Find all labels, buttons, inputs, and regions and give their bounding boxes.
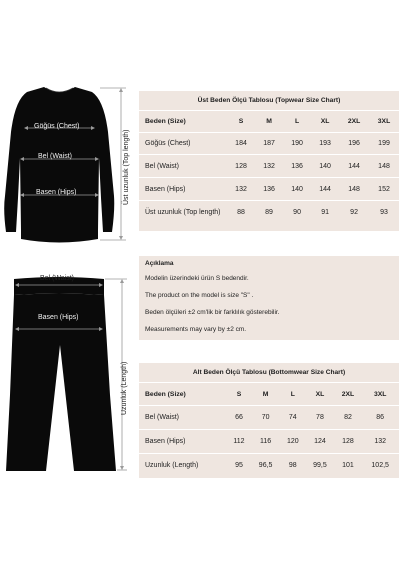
header-cell: L xyxy=(280,383,305,406)
table-row xyxy=(139,454,399,478)
table-cell: 96,5 xyxy=(251,454,280,478)
top-waist-label: Bel (Waist) xyxy=(38,153,72,160)
row-label: Üst uzunluk (Top length) xyxy=(139,201,227,224)
header-cell: M xyxy=(251,383,280,406)
table-row xyxy=(139,201,399,224)
note-line: The product on the model is size "S" . xyxy=(145,292,254,299)
table-cell: 124 xyxy=(305,430,334,454)
table-cell: 136 xyxy=(283,155,311,178)
table-cell: 86 xyxy=(361,406,399,430)
table-cell: 66 xyxy=(227,406,251,430)
table-cell: 116 xyxy=(251,430,280,454)
table-cell: 70 xyxy=(251,406,280,430)
notes-box xyxy=(139,256,399,340)
table-row xyxy=(139,406,399,430)
header-cell: 2XL xyxy=(339,111,369,133)
table-cell: 89 xyxy=(255,201,283,224)
table-row xyxy=(139,430,399,454)
table-cell: 148 xyxy=(339,178,369,201)
table-cell: 136 xyxy=(255,178,283,201)
row-label: Göğüs (Chest) xyxy=(139,133,227,155)
table-cell: 82 xyxy=(335,406,362,430)
table-header-row xyxy=(139,383,399,406)
table-cell: 91 xyxy=(311,201,339,224)
note-line: Modelin üzerindeki ürün S bedendir. xyxy=(145,275,249,282)
top-hips-label: Basen (Hips) xyxy=(36,189,77,196)
bottom-waist-label: Bel (Waist) xyxy=(40,275,74,282)
bottom-length-label: Uzunluk (Length) xyxy=(121,361,128,415)
table-cell: 140 xyxy=(311,155,339,178)
table-cell: 148 xyxy=(369,155,399,178)
table-cell: 152 xyxy=(369,178,399,201)
note-line: Measurements may vary by ±2 cm. xyxy=(145,326,247,333)
table-cell: 128 xyxy=(227,155,255,178)
table-row xyxy=(139,155,399,178)
table-row xyxy=(139,133,399,155)
bottomwear-size-chart xyxy=(139,363,399,478)
table-cell: 93 xyxy=(369,201,399,224)
tunic-silhouette xyxy=(4,87,114,243)
table-cell: 88 xyxy=(227,201,255,224)
header-cell: XL xyxy=(311,111,339,133)
table-cell: 190 xyxy=(283,133,311,155)
table-cell: 140 xyxy=(283,178,311,201)
table-cell: 187 xyxy=(255,133,283,155)
row-label: Basen (Hips) xyxy=(139,178,227,201)
table-cell: 144 xyxy=(339,155,369,178)
table-cell: 92 xyxy=(339,201,369,224)
table-cell: 74 xyxy=(280,406,305,430)
row-label: Uzunluk (Length) xyxy=(139,454,227,478)
header-cell: 3XL xyxy=(361,383,399,406)
header-cell: Beden (Size) xyxy=(139,111,227,133)
header-cell: S xyxy=(227,111,255,133)
table-cell: 132 xyxy=(255,155,283,178)
row-label: Bel (Waist) xyxy=(139,155,227,178)
header-cell: M xyxy=(255,111,283,133)
header-cell: 3XL xyxy=(369,111,399,133)
table-cell: 144 xyxy=(311,178,339,201)
table-cell: 90 xyxy=(283,201,311,224)
header-cell: Beden (Size) xyxy=(139,383,227,406)
note-line: Beden ölçüleri ±2 cm'lik bir farklılık gösterebilir. xyxy=(145,309,280,316)
bottomwear-chart-title: Alt Beden Ölçü Tablosu (Bottomwear Size Chart) xyxy=(192,369,346,376)
bottom-hips-label: Basen (Hips) xyxy=(38,314,79,321)
table-cell: 102,5 xyxy=(361,454,399,478)
table-cell: 101 xyxy=(335,454,362,478)
bottomwear-table xyxy=(139,382,399,477)
table-cell: 196 xyxy=(339,133,369,155)
table-cell: 132 xyxy=(361,430,399,454)
table-cell: 184 xyxy=(227,133,255,155)
header-cell: XL xyxy=(305,383,334,406)
table-cell: 193 xyxy=(311,133,339,155)
row-label: Bel (Waist) xyxy=(139,406,227,430)
topwear-table xyxy=(139,110,399,223)
topwear-size-chart xyxy=(139,91,399,231)
table-row xyxy=(139,178,399,201)
table-cell: 199 xyxy=(369,133,399,155)
table-cell: 120 xyxy=(280,430,305,454)
header-cell: S xyxy=(227,383,251,406)
row-label: Basen (Hips) xyxy=(139,430,227,454)
table-cell: 112 xyxy=(227,430,251,454)
bottomwear-diagram xyxy=(0,275,136,475)
table-cell: 78 xyxy=(305,406,334,430)
table-header-row xyxy=(139,111,399,133)
top-chest-label: Göğüs (Chest) xyxy=(34,123,80,130)
table-cell: 98 xyxy=(280,454,305,478)
top-length-label: Üst uzunluk (Top length) xyxy=(123,129,130,205)
notes-title: Açıklama xyxy=(145,260,174,267)
table-cell: 99,5 xyxy=(305,454,334,478)
table-cell: 95 xyxy=(227,454,251,478)
topwear-diagram xyxy=(0,80,136,250)
header-cell: L xyxy=(283,111,311,133)
table-cell: 132 xyxy=(227,178,255,201)
table-cell: 128 xyxy=(335,430,362,454)
header-cell: 2XL xyxy=(335,383,362,406)
topwear-chart-title: Üst Beden Ölçü Tablosu (Topwear Size Chart) xyxy=(197,97,341,104)
